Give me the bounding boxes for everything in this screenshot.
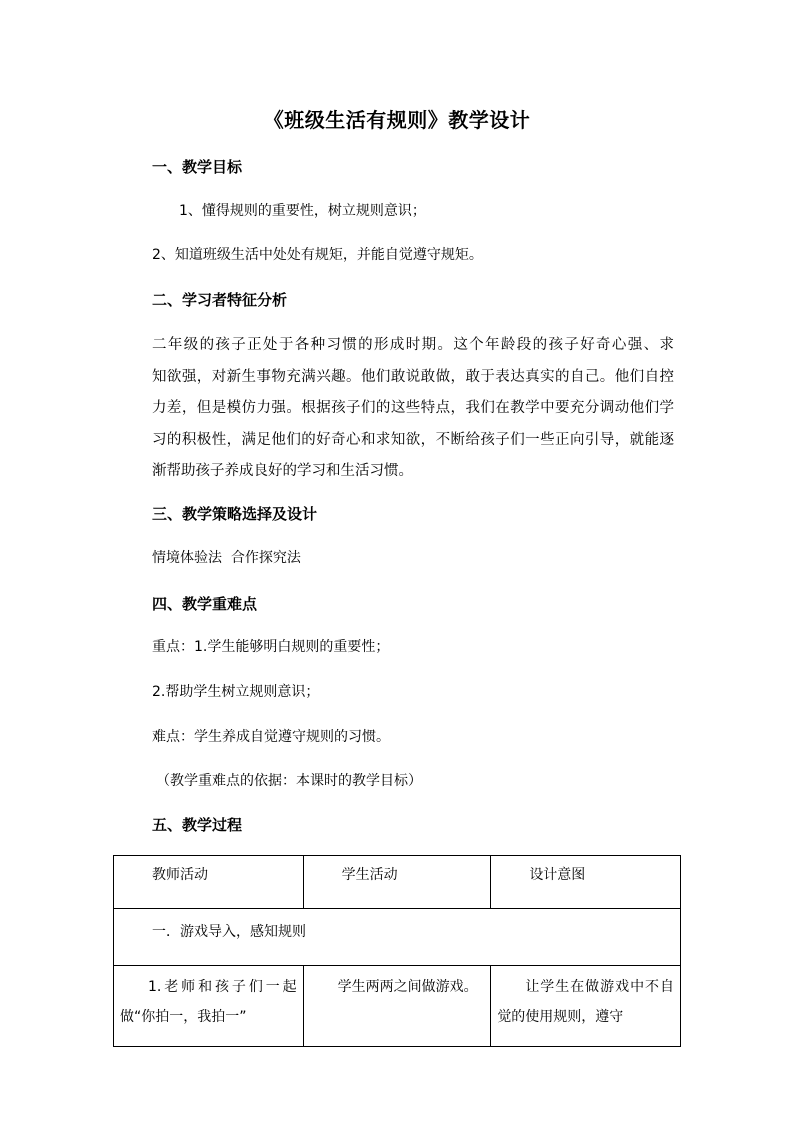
section4-difficulty: 难点：学生养成自觉遵守规则的习惯。 <box>152 729 390 745</box>
section-row-label: 一．游戏导入，感知规则 <box>152 924 306 940</box>
section1-item-1: 1、懂得规则的重要性，树立规则意识； <box>179 203 426 219</box>
table-cell-teacher <box>114 966 304 1047</box>
section4-basis: （教学重难点的依据：本课时的教学目标） <box>156 773 422 789</box>
table-header-cell <box>303 856 491 909</box>
section3-text: 情境体验法 合作探究法 <box>152 550 301 566</box>
paragraph-line: 渐帮助孩子养成良好的学习和生活习惯。 <box>152 463 413 479</box>
section4-key-point-2: 2.帮助学生树立规则意识； <box>152 684 320 700</box>
section4-key-point-1: 重点：1.学生能够明白规则的重要性； <box>152 639 390 655</box>
section4-heading: 四、教学重难点 <box>152 595 258 613</box>
paragraph-line: 习的积极性，满足他们的好奇心和求知欲，不断给孩子们一些正向引导，就能逐 <box>152 431 674 448</box>
student-activity-text: 学生两两之间做游戏。 <box>337 979 478 995</box>
paragraph-line: 二年级的孩子正处于各种习惯的形成时期。这个年龄段的孩子好奇心强、求 <box>152 337 674 353</box>
teacher-activity-text: 1.老师和孩子们一起做“你拍一，我拍一” <box>120 979 297 1025</box>
section1-heading: 一、教学目标 <box>152 158 243 176</box>
header-teacher-activity: 教师活动 <box>152 867 208 883</box>
table-section-cell <box>114 909 681 966</box>
section5-heading: 五、教学过程 <box>152 816 243 834</box>
teaching-process-table <box>113 855 681 1047</box>
header-design-intent: 设计意图 <box>529 867 586 883</box>
paragraph-line: 知欲强，对新生事物充满兴趣。他们敢说敢做，敢于表达真实的自己。他们自控 <box>152 368 674 385</box>
section1-item-2: 2、知道班级生活中处处有规矩，并能自觉遵守规矩。 <box>152 247 483 263</box>
table-cell-intent <box>491 966 681 1047</box>
table-header-cell <box>114 856 304 909</box>
section2-paragraph <box>152 330 674 488</box>
table-header-cell <box>491 856 681 909</box>
section3-heading: 三、教学策略选择及设计 <box>152 505 318 523</box>
header-student-activity: 学生活动 <box>341 867 398 883</box>
section2-heading: 二、学习者特征分析 <box>152 291 288 309</box>
document-title: 《班级生活有规则》教学设计 <box>263 108 531 132</box>
table-row <box>114 966 681 1047</box>
table-header-row <box>114 856 681 909</box>
paragraph-line: 力差，但是模仿力强。根据孩子们的这些特点，我们在教学中要充分调动他们学 <box>152 400 674 416</box>
table-cell-student <box>303 966 491 1047</box>
table-section-row <box>114 909 681 966</box>
design-intent-text: 让学生在做游戏中不自觉的使用规则，遵守 <box>497 979 674 1025</box>
